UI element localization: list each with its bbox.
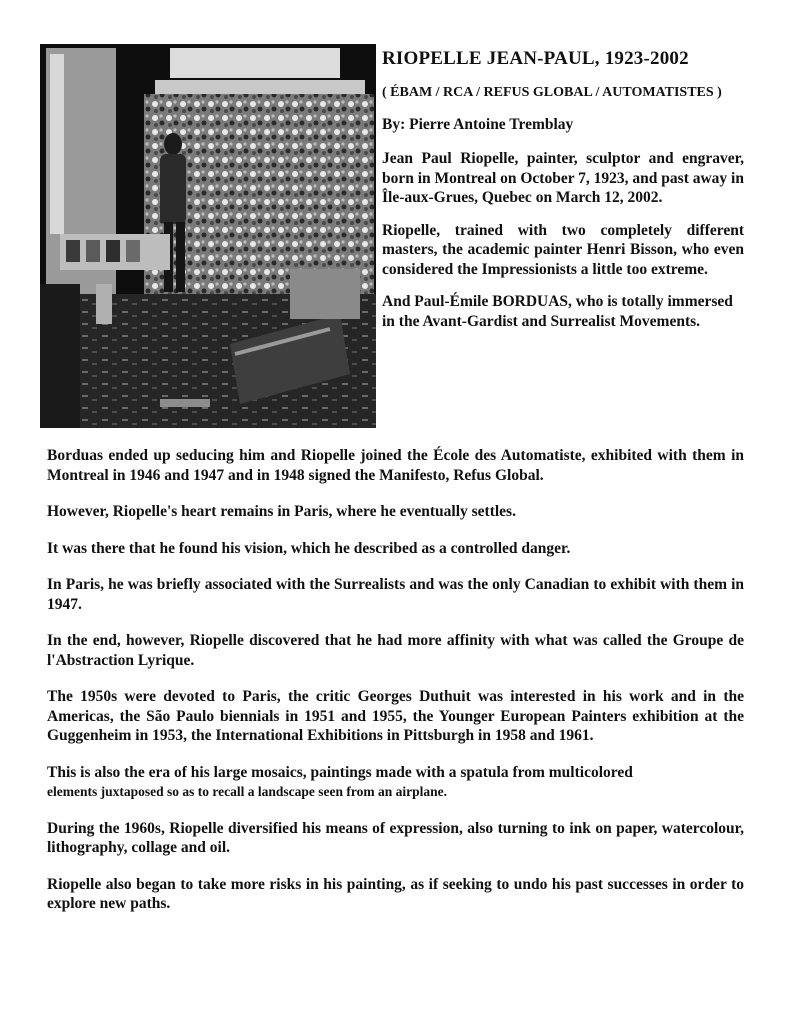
- body-paragraph: Borduas ended up seducing him and Riopelle joined the École des Automatiste, exhibited with them in Montreal in 1946 and 1947 and in 1948 signed the Manifesto, Refus Global.: [47, 447, 744, 484]
- body-paragraph: Riopelle also began to take more risks in his painting, as if seeking to undo his past successes in order to explore new paths.: [47, 875, 744, 912]
- article-title: RIOPELLE JEAN-PAUL, 1923-2002: [382, 48, 689, 69]
- article-subtitle: ( ÉBAM / RCA / REFUS GLOBAL / AUTOMATISTES ): [382, 85, 722, 100]
- body-paragraph: In Paris, he was briefly associated with the Surrealists and was the only Canadian to exhibit with them in 1947.: [47, 576, 744, 613]
- studio-photo-icon: [40, 44, 376, 428]
- body-paragraph: During the 1960s, Riopelle diversified his means of expression, also turning to ink on paper, watercolour, lithography, collage and oil.: [47, 819, 744, 856]
- mosaic-paragraph: [47, 763, 744, 802]
- body-paragraph: In the end, however, Riopelle discovered that he had more affinity with what was called the Groupe de l'Abstraction Lyrique.: [47, 632, 744, 669]
- body-paragraph: However, Riopelle's heart remains in Paris, where he eventually settles.: [47, 503, 516, 520]
- studio-photo: [40, 44, 376, 428]
- body-paragraph: It was there that he found his vision, which he described as a controlled danger.: [47, 539, 571, 557]
- side-paragraph: Riopelle, trained with two completely different masters, the academic painter Henri Bisson, who even considered the Impressionists a little too extreme.: [382, 221, 744, 278]
- side-paragraph: Jean Paul Riopelle, painter, sculptor and engraver, born in Montreal on October 7, 1923, and past away in Île-aux-Grues, Quebec on March 12, 2002.: [382, 150, 744, 206]
- article-header: [382, 46, 744, 344]
- body-paragraph: The 1950s were devoted to Paris, the critic Georges Duthuit was interested in his work and in the Americas, the São Paulo biennials in 1951 and 1955, the Younger European Painters exhibition at the Guggenheim in 1953, the International Exhibitions in Pittsburgh in 1958 and 1961.: [47, 688, 744, 744]
- side-paragraph: And Paul-Émile BORDUAS, who is totally immersed in the Avant-Gardist and Surrealist Movements.: [382, 293, 733, 330]
- article-byline: By: Pierre Antoine Tremblay: [382, 116, 574, 133]
- article-body: [47, 446, 744, 931]
- mosaic-line-1: This is also the era of his large mosaics, paintings made with a spatula from multicolored: [47, 763, 633, 781]
- mosaic-line-2: elements juxtaposed so as to recall a landscape seen from an airplane.: [47, 784, 447, 799]
